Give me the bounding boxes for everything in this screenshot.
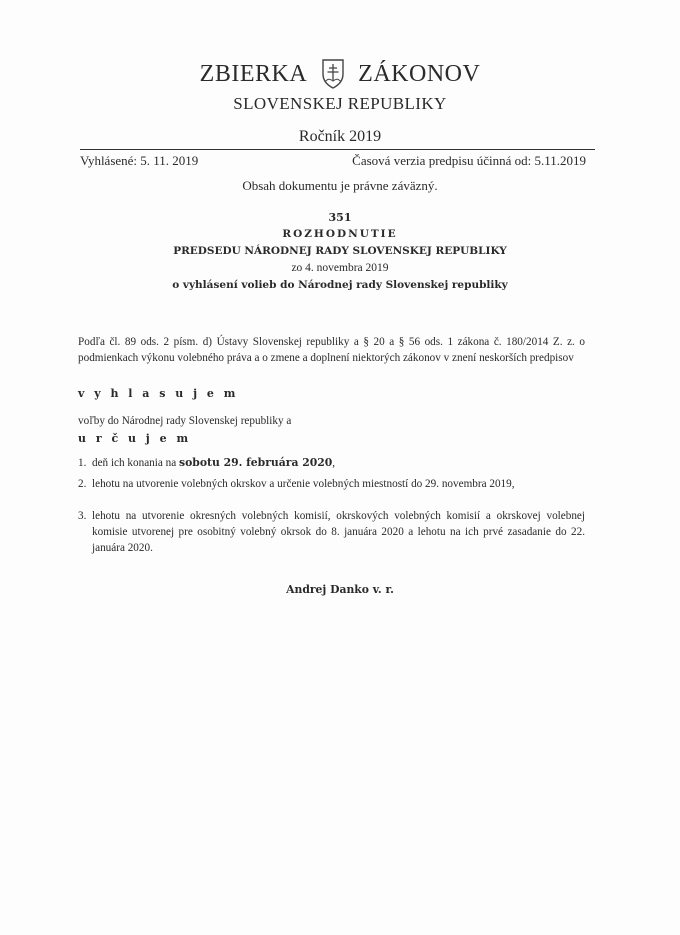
item-text: deň ich konania na: [92, 457, 179, 469]
list-item: [78, 455, 585, 471]
collection-subtitle: SLOVENSKEJ REPUBLIKY: [233, 94, 447, 113]
decision-list-item-2: [78, 476, 585, 492]
decision-list-item-1: [78, 455, 585, 471]
coat-of-arms-icon: [320, 58, 346, 90]
volume-year: Ročník 2019: [298, 128, 382, 145]
item-date-bold: sobotu 29. februára 2020: [178, 456, 333, 469]
elections-line: voľby do Národnej rady Slovenskej republiky a: [78, 415, 292, 427]
document-date: zo 4. novembra 2019: [291, 262, 389, 274]
signature-line: Andrej Danko v. r.: [286, 583, 394, 596]
keyword-determine: u r č u j e m: [78, 432, 192, 445]
document-number: 351: [328, 211, 352, 224]
document-issuer: PREDSEDU NÁRODNEJ RADY SLOVENSKEJ REPUBLIKY: [173, 245, 507, 257]
item-tail: ,: [332, 457, 336, 469]
document-type: ROZHODNUTIE: [282, 228, 398, 240]
item-text: lehotu na utvorenie okresných volebných komisií, okrskových volebných komisií a okrskovej volebnej komisie utvorenej pre osobitný volebný okrsok do 8. januára 2020 a lehotu na ich prvé zasadanie do 22. januára 2020.: [92, 510, 585, 554]
decision-list-item-3: [78, 508, 585, 556]
keyword-declare: v y h l a s u j e m: [78, 387, 239, 400]
title-right: ZÁKONOV: [358, 60, 481, 87]
title-left: ZBIERKA: [199, 60, 308, 87]
binding-note: Obsah dokumentu je právne záväzný.: [242, 178, 438, 193]
effective-date: Časová verzia predpisu účinná od: 5.11.2019: [352, 153, 586, 168]
legal-basis-paragraph: Podľa čl. 89 ods. 2 písm. d) Ústavy Slovenskej republiky a § 20 a § 56 ods. 1 zákona č. 180/2014 Z. z. o podmienkach výkonu volebného práva a o zmene a doplnení niektorých zákonov v znení neskorších predpisov: [78, 336, 585, 364]
item-number: 2.: [78, 478, 87, 490]
published-date: Vyhlásené: 5. 11. 2019: [80, 153, 199, 168]
item-number: 3.: [78, 510, 87, 522]
item-text: lehotu na utvorenie volebných okrskov a určenie volebných miestností do 29. novembra 2019,: [92, 478, 515, 490]
list-item: [78, 508, 585, 556]
document-subject: o vyhlásení volieb do Národnej rady Slovenskej republiky: [172, 279, 508, 291]
collection-title: [0, 58, 680, 90]
header-rule: [80, 149, 595, 150]
item-number: 1.: [78, 457, 87, 469]
list-item: [78, 476, 585, 492]
